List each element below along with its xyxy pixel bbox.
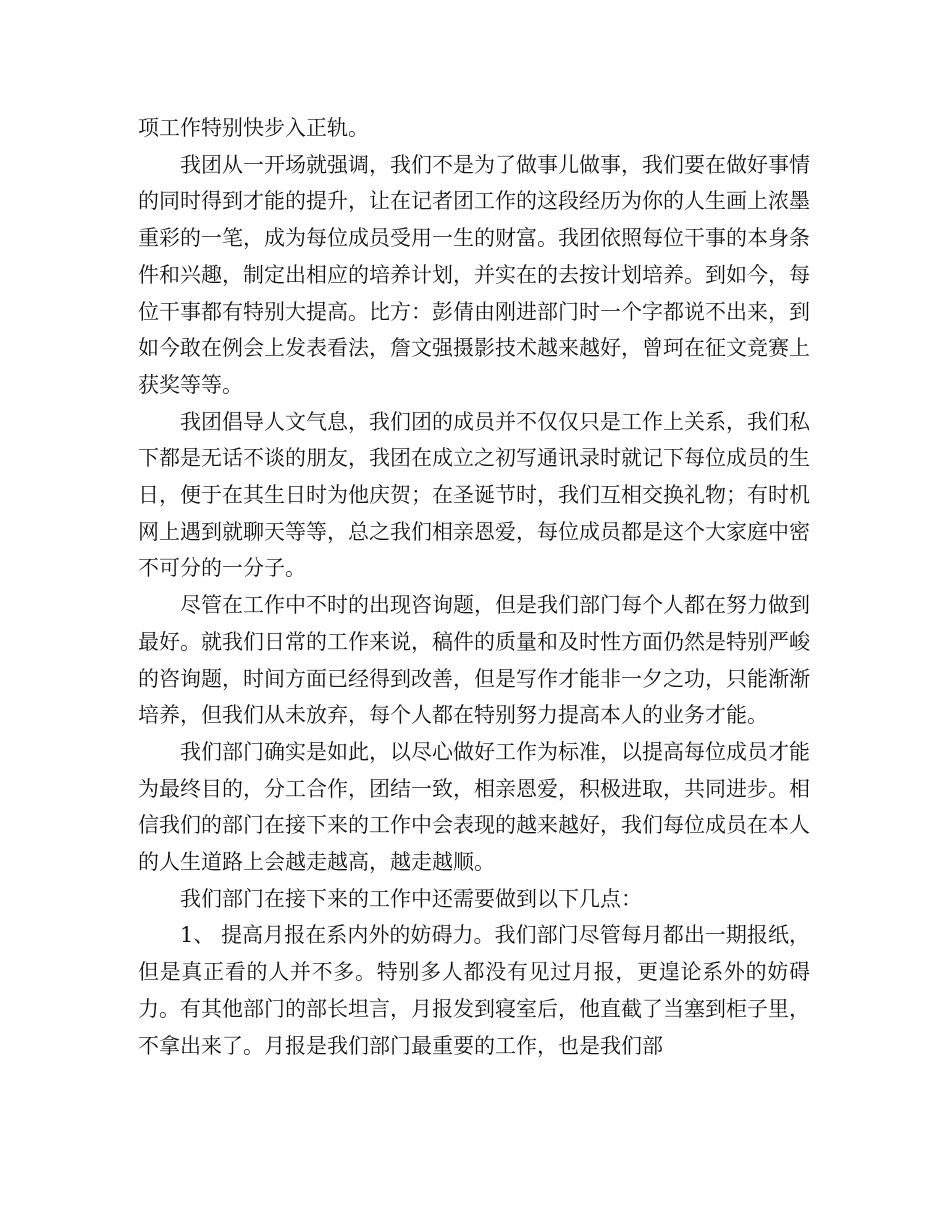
paragraph-problems: 尽管在工作中不时的出现咨询题，但是我们部门每个人都在努力做到最好。就我们日常的工作来说，稿件的质量和及时性方面仍然是特别严峻的咨询题，时间方面已经得到改善，但是写作才能非一夕之功，只能渐渐培养，但我们从未放弃，每个人都在特别努力提高本人的业务才能。 — [138, 593, 810, 728]
document-page — [138, 110, 810, 1064]
paragraph-continuation: 项工作特别快步入正轨。 — [138, 116, 369, 140]
paragraph-summary: 我们部门确实是如此，以尽心做好工作为标准，以提高每位成员才能为最终目的，分工合作，团结一致，相亲恩爱，积极进取，共同进步。相信我们的部门在接下来的工作中会表现的越来越好，我们每位成员在本人的人生道路上会越走越高，越走越顺。 — [138, 739, 810, 875]
paragraph-talent-development: 我团从一开场就强调，我们不是为了做事儿做事，我们要在做好事情的同时得到才能的提升，让在记者团工作的这段经历为你的人生画上浓墨重彩的一笔，成为每位成员受用一生的财富。我团依照每位干事的本身条件和兴趣，制定出相应的培养计划，并实在的去按计划培养。到如今，每位干事都有特别大提高。比方：彭倩由刚进部门时一个字都说不出来，到如今敢在例会上发表看法，詹文强摄影技术越来越好，曾珂在征文竞赛上获奖等等。 — [138, 152, 810, 397]
paragraph-point-1: 1、 提高月报在系内外的妨碍力。我们部门尽管每月都出一期报纸，但是真正看的人并不多。特别多人都没有见过月报，更遑论系外的妨碍力。有其他部门的部长坦言，月报发到寝室后，他直截了当塞到柜子里，不拿出来了。月报是我们部门最重要的工作，也是我们部 — [138, 923, 810, 1058]
paragraph-next-steps-intro: 我们部门在接下来的工作中还需要做到以下几点： — [180, 886, 642, 911]
paragraph-team-culture: 我团倡导人文气息，我们团的成员并不仅仅只是工作上关系，我们私下都是无话不谈的朋友，我团在成立之初写通讯录时就记下每位成员的生日，便于在其生日时为他庆贺；在圣诞节时，我们互相交换礼物；有时机网上遇到就聊天等等，总之我们相亲恩爱，每位成员都是这个大家庭中密不可分的一分子。 — [138, 409, 810, 581]
